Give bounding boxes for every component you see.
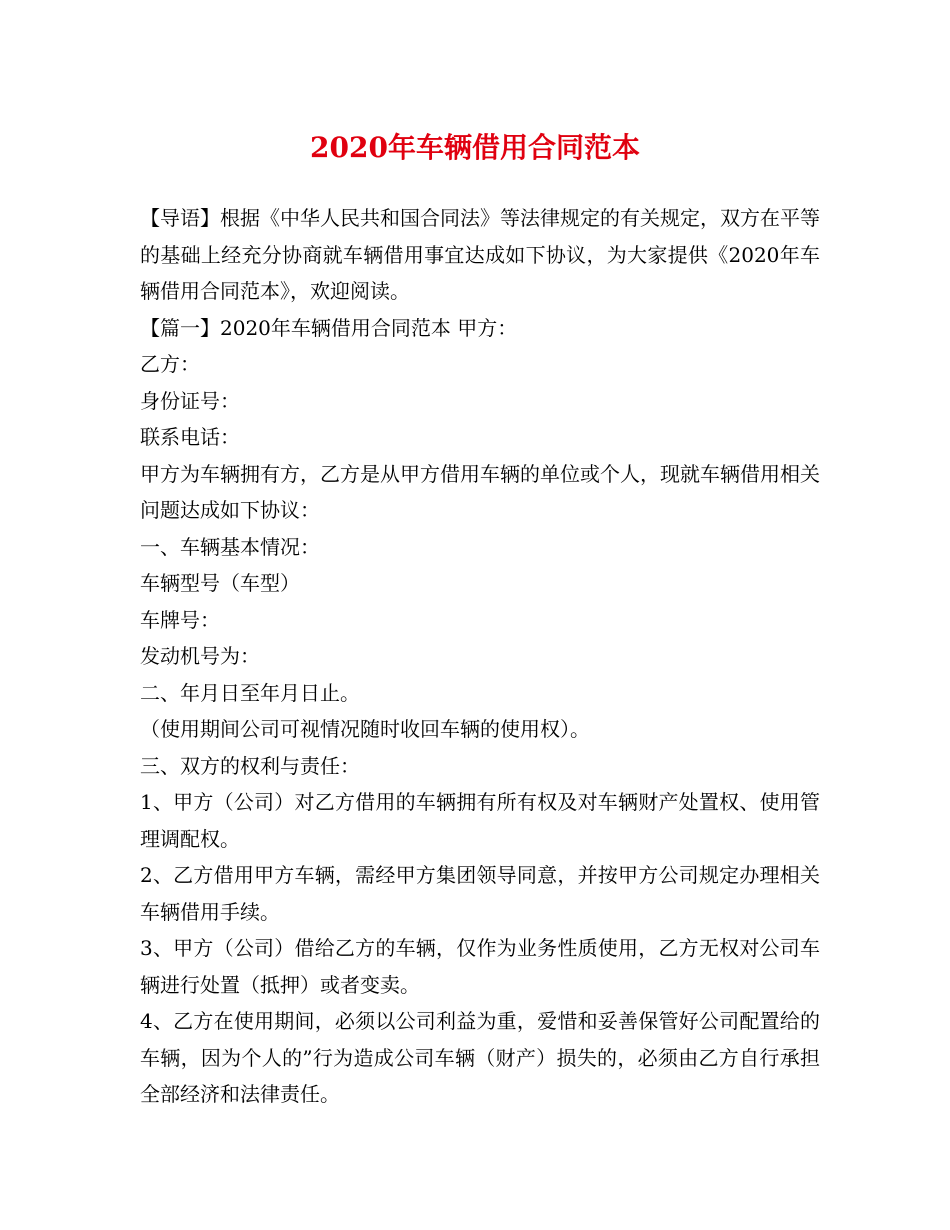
paragraph-section-3: 三、双方的权利与责任： — [140, 753, 360, 778]
paragraph-clause-2: 2、乙方借用甲方车辆，需经甲方集团领导同意，并按甲方公司规定办理相关车辆借用手续。 — [140, 863, 820, 924]
paragraph-party-b: 乙方： — [140, 352, 200, 376]
document-title: 2020年车辆借用合同范本 — [310, 131, 640, 164]
paragraph-part-one: 【篇一】2020年车辆借用合同范本 甲方： — [140, 315, 518, 340]
paragraph-agreement: 甲方为车辆拥有方，乙方是从甲方借用车辆的单位或个人，现就车辆借用相关问题达成如下协议： — [140, 461, 820, 522]
document-body — [140, 200, 820, 1113]
paragraph-section-1: 一、车辆基本情况： — [140, 534, 320, 559]
paragraph-vehicle-model: 车辆型号（车型） — [140, 571, 300, 595]
paragraph-clause-3: 3、甲方（公司）借给乙方的车辆，仅作为业务性质使用，乙方无权对公司车辆进行处置（抵押）或者变卖。 — [140, 936, 820, 997]
paragraph-clause-1: 1、甲方（公司）对乙方借用的车辆拥有所有权及对车辆财产处置权、使用管理调配权。 — [140, 790, 820, 851]
paragraph-engine: 发动机号为： — [140, 644, 260, 668]
paragraph-intro: 【导语】根据《中华人民共和国合同法》等法律规定的有关规定，双方在平等的基础上经充分协商就车辆借用事宜达成如下协议，为大家提供《2020年车辆借用合同范本》，欢迎阅读。 — [140, 206, 820, 303]
paragraph-clause-4: 4、乙方在使用期间，必须以公司利益为重，爱惜和妥善保管好公司配置给的车辆，因为个人的”行为造成公司车辆（财产）损失的，必须由乙方自行承担全部经济和法律责任。 — [140, 1009, 820, 1106]
paragraph-plate: 车牌号： — [140, 607, 220, 632]
paragraph-section-2: 二、年月日至年月日止。 — [140, 680, 360, 705]
paragraph-phone: 联系电话： — [140, 425, 240, 449]
paragraph-usage-note: （使用期间公司可视情况随时收回车辆的使用权）。 — [140, 717, 590, 741]
paragraph-id-number: 身份证号： — [140, 388, 240, 413]
